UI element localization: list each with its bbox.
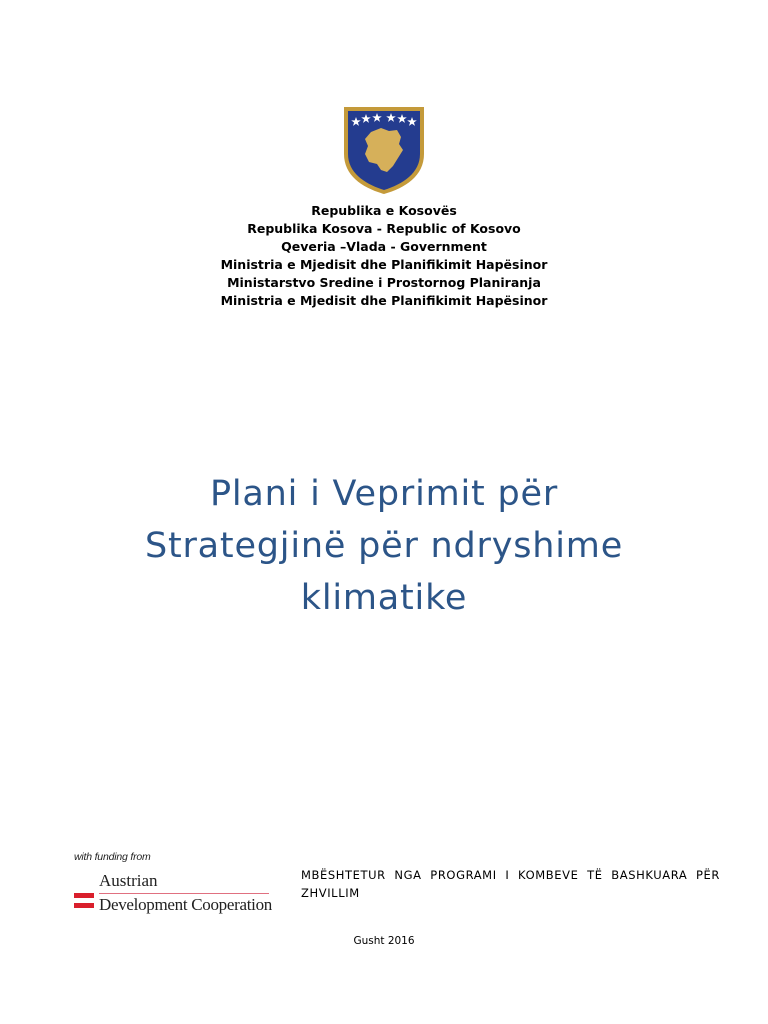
funding-divider <box>99 893 269 894</box>
funding-name-line2: Development Cooperation <box>99 895 272 914</box>
header-line: Ministarstvo Sredine i Prostornog Planiranja <box>227 275 541 290</box>
header-line: Qeveria –Vlada - Government <box>281 239 487 254</box>
header-line: Ministria e Mjedisit dhe Planifikimit Hapësinor <box>220 293 548 308</box>
issuing-authority-block <box>0 202 768 310</box>
header-line: Republika e Kosovës <box>311 203 457 218</box>
support-statement: MBËSHTETUR NGA PROGRAMI I KOMBEVE TË BASHKUARA PËR ZHVILLIM <box>301 868 720 900</box>
document-title <box>0 468 768 624</box>
funding-intro-text: with funding from <box>74 851 151 863</box>
title-line: klimatike <box>300 578 468 618</box>
header-line: Ministria e Mjedisit dhe Planifikimit Hapësinor <box>220 257 548 272</box>
title-line: Plani i Veprimit për <box>209 474 559 514</box>
funding-logo <box>74 851 274 921</box>
funding-name-line1: Austrian <box>99 871 158 890</box>
title-line: Strategjinë për ndryshime <box>144 526 624 566</box>
austrian-flag-icon <box>74 893 94 908</box>
publication-date: Gusht 2016 <box>353 935 415 947</box>
kosovo-coat-of-arms-icon <box>341 104 427 196</box>
header-line: Republika Kosova - Republic of Kosovo <box>247 221 521 236</box>
